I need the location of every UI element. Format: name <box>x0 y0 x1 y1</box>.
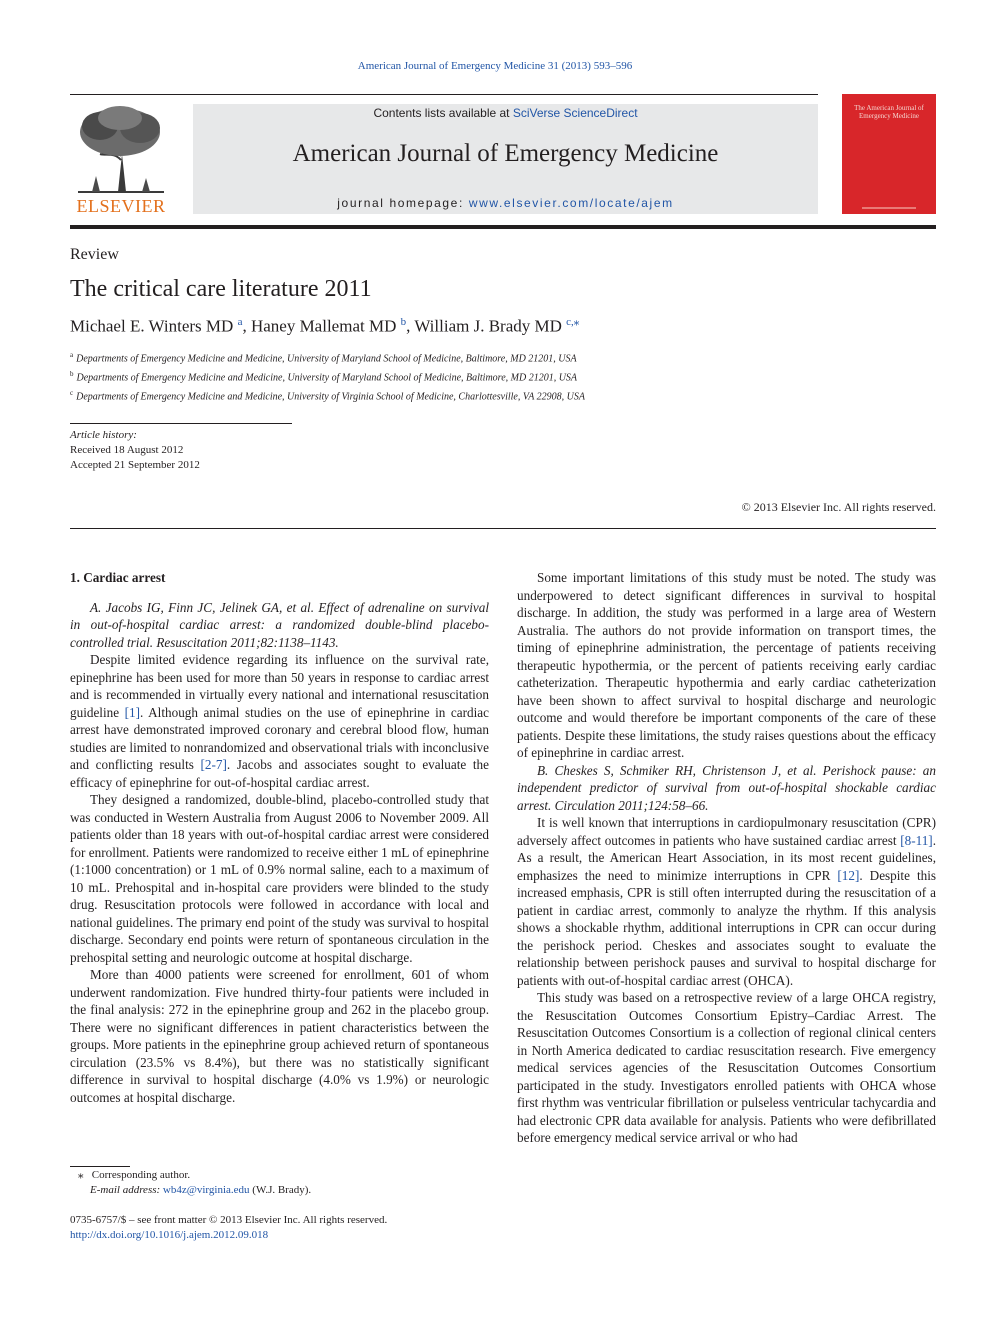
affiliation-item <box>70 348 585 367</box>
author-name: William J. Brady MD <box>414 316 562 336</box>
corresponding-marker: ⁎ <box>78 1169 84 1181</box>
journal-title: American Journal of Emergency Medicine <box>292 140 719 167</box>
contents-prefix: Contents lists available at <box>373 106 513 120</box>
homepage-prefix: journal homepage: <box>337 196 469 210</box>
citation-link[interactable]: [8-11] <box>900 832 933 848</box>
affiliation-item <box>70 367 585 386</box>
author-name: Michael E. Winters MD <box>70 316 234 336</box>
email-link[interactable]: wb4z@virginia.edu <box>162 1184 250 1196</box>
author-affiliation-marker[interactable]: c,⁎ <box>566 316 580 328</box>
corresponding-footnote <box>78 1168 311 1198</box>
affiliation-text: Departments of Emergency Medicine and Medicine, University of Maryland School of Medicine, Baltimore, MD 21201, USA <box>76 353 577 365</box>
affiliations <box>70 348 585 404</box>
body-column-left <box>70 569 489 1106</box>
body-paragraph <box>517 814 936 989</box>
cover-title: The American Journal of Emergency Medicine <box>854 104 924 120</box>
body-paragraph: Some important limitations of this study must be noted. The study was underpowered to detect significant differences in survival to hospital discharge. In addition, the study was performed in a large area of Western Australia. The authors do not provide information on transport times, the timing of epinephrine administration, the percentage of patients receiving therapeutic hypothermia, or the percent of patients receiving early cardiac catheterization. Therapeutic hypothermia and early cardiac catheterization have been shown to affect survival to hospital discharge and neurologic outcome and would therefore be important components of the care of these patients. Despite these limitations, the study raises questions about the efficacy of epinephrine in cardiac arrest. <box>517 570 936 760</box>
affiliation-item <box>70 386 585 405</box>
homepage-line <box>193 196 818 210</box>
citation-link[interactable]: [12] <box>837 867 860 883</box>
affiliation-marker: a <box>70 351 74 359</box>
header-rule <box>70 94 818 95</box>
email-line <box>78 1183 311 1198</box>
affiliation-text: Departments of Emergency Medicine and Medicine, University of Virginia School of Medicine, Charlottesville, VA 22908, USA <box>76 390 585 402</box>
author-list: Michael E. Winters MD $^a$, Haney Mallemat MD $^b$, William J. Brady MD $^{c,⁎}$ <box>70 316 580 336</box>
history-heading: Article history: <box>70 429 137 441</box>
front-matter-notes <box>70 1213 387 1243</box>
journal-banner <box>193 104 818 214</box>
received-date: Received 18 August 2012 <box>70 444 184 456</box>
doi-link[interactable]: http://dx.doi.org/10.1016/j.ajem.2012.09.018 <box>70 1229 269 1241</box>
affiliation-text: Departments of Emergency Medicine and Medicine, University of Maryland School of Medicine, Baltimore, MD 21201, USA <box>76 372 578 384</box>
elsevier-tree-icon <box>70 104 172 194</box>
front-matter: 0735-6757/$ – see front matter © 2013 Elsevier Inc. All rights reserved. <box>70 1214 388 1226</box>
reviewed-reference: A. Jacobs IG, Finn JC, Jelinek GA, et al. Effect of adrenaline on survival in out-of-hospital cardiac arrest: a randomized double-blind placebo-controlled trial. Resuscitation 2011;82:1138–1143. <box>70 599 489 650</box>
accepted-date: Accepted 21 September 2012 <box>70 459 200 471</box>
corresponding-label: Corresponding author. <box>91 1169 191 1181</box>
paper-title: The critical care literature 2011 <box>70 276 372 302</box>
text-run: Despite limited evidence regarding its influence on the survival rate, epinephrine has been used for more than 50 years in response to cardiac arrest and is recommended in virtually every national and international resuscitation guideline <box>70 652 489 720</box>
reviewed-reference: B. Cheskes S, Schmiker RH, Christenson J, et al. Perishock pause: an independent predictor of survival from out-of-hospital shockable cardiac arrest. Circulation 2011;124:58–66. <box>517 762 936 813</box>
body-paragraph <box>70 651 489 791</box>
affiliation-marker: c <box>70 388 74 397</box>
text-run: . Despite this increased emphasis, CPR is still often interrupted during the resuscitation of a patient in cardiac arrest, commonly to analyze the rhythm. If this analysis shows a shockable rhythm, additional interruptions in CPR can occur during the perishock period. Cheskes and associates sought to evaluate the relationship between perishock pauses and survival to hospital discharge for patients with out-of-hospital cardiac arrest (OHCA). <box>517 867 936 988</box>
journal-citation[interactable]: American Journal of Emergency Medicine 31 (2013) 593–596 <box>357 60 633 72</box>
article-history <box>70 428 200 473</box>
section-heading: 1. Cardiac arrest <box>70 570 166 585</box>
citation-link[interactable]: [2-7] <box>200 757 227 772</box>
elsevier-logo <box>70 104 172 216</box>
email-label: E-mail address: <box>90 1184 163 1196</box>
header-thick-rule <box>70 225 936 229</box>
history-rule <box>70 423 292 424</box>
text-run: It is well known that interruptions in cardiopulmonary resuscitation (CPR) adversely affect outcomes in patients who have sustained cardiac arrest <box>517 815 936 848</box>
cover-footer-mark <box>862 207 916 209</box>
article-type: Review <box>70 246 119 263</box>
body-column-right <box>517 569 936 1147</box>
email-suffix: (W.J. Brady). <box>249 1184 312 1196</box>
abstract-rule <box>70 528 936 529</box>
body-paragraph: More than 4000 patients were screened for enrollment, 601 of whom underwent randomization. Five hundred thirty-four patients were included in the final analysis: 272 in the epinephrine group and 262 in the placebo group. There were no significant differences in patient characteristics between the groups. More patients in the epinephrine group achieved return of spontaneous circulation (23.5% vs 8.4%), but there was no statistically significant difference in survival to hospital discharge (4.0% vs 1.9%) or neurologic outcomes at hospital discharge. <box>70 967 489 1105</box>
text-run: . Although animal studies on the use of epinephrine in cardiac arrest have demonstrated improved coronary and cerebral blood flow, human studies are limited to nonrandomized and observational trials with inconclusive and conflicting results <box>70 704 489 772</box>
footnote-rule <box>70 1166 130 1167</box>
elsevier-wordmark: ELSEVIER <box>76 196 166 216</box>
body-paragraph: They designed a randomized, double-blind, placebo-controlled study that was conducted in Western Australia from August 2006 to November 2009. All patients older than 18 years with out-of-hospital cardiac arrest were considered for enrollment. Patients were randomized to receive either 1 mL of epinephrine (1:1000 concentration) or 1 mL of 0.9% normal saline, each to a maximum of 10 mL. Prehospital and in-hospital care providers were blinded to the study drug. Resuscitation protocols were followed in accordance with local and national guidelines. The primary end point of the study was survival to hospital discharge. Secondary end points were return of spontaneous circulation in the prehospital setting and neurologic outcome at hospital discharge. <box>70 792 489 965</box>
corresponding-author-line <box>78 1168 311 1183</box>
sciencedirect-link[interactable]: SciVerse ScienceDirect <box>512 106 638 120</box>
body-paragraph: This study was based on a retrospective review of a large OHCA registry, the Resuscitation Outcomes Consortium Epistry–Cardiac Arrest. The Resuscitation Outcomes Consortium is a collection of regional clinical centers in North America dedicated to cardiac resuscitation research. Five emergency medical services agencies of the Resuscitation Outcomes Consortium participated in the study. Investigators enrolled patients with OHCA whose first rhythm was ventricular fibrillation or pulseless ventricular tachycardia and had electronic CPR data available for analysis. Patients who were defibrillated before emergency medical service arrival or who had <box>517 990 936 1145</box>
author-name: Haney Mallemat MD <box>250 316 397 336</box>
text-run: . As a result, the American Heart Association, in its most recent guidelines, emphasizes the need to minimize interruptions in CPR <box>517 832 936 883</box>
homepage-link[interactable]: www.elsevier.com/locate/ajem <box>468 196 674 210</box>
author-affiliation-marker[interactable]: b <box>400 316 407 328</box>
copyright-notice: © 2013 Elsevier Inc. All rights reserved. <box>741 500 936 514</box>
journal-cover-thumbnail[interactable] <box>842 94 936 214</box>
contents-line <box>193 106 818 120</box>
citation-link[interactable]: [1] <box>124 704 141 720</box>
affiliation-marker: b <box>70 369 74 378</box>
author-affiliation-marker[interactable]: a <box>237 316 243 328</box>
text-run: . Jacobs and associates sought to evaluate the efficacy of epinephrine for out-of-hospital cardiac arrest. <box>70 757 489 790</box>
